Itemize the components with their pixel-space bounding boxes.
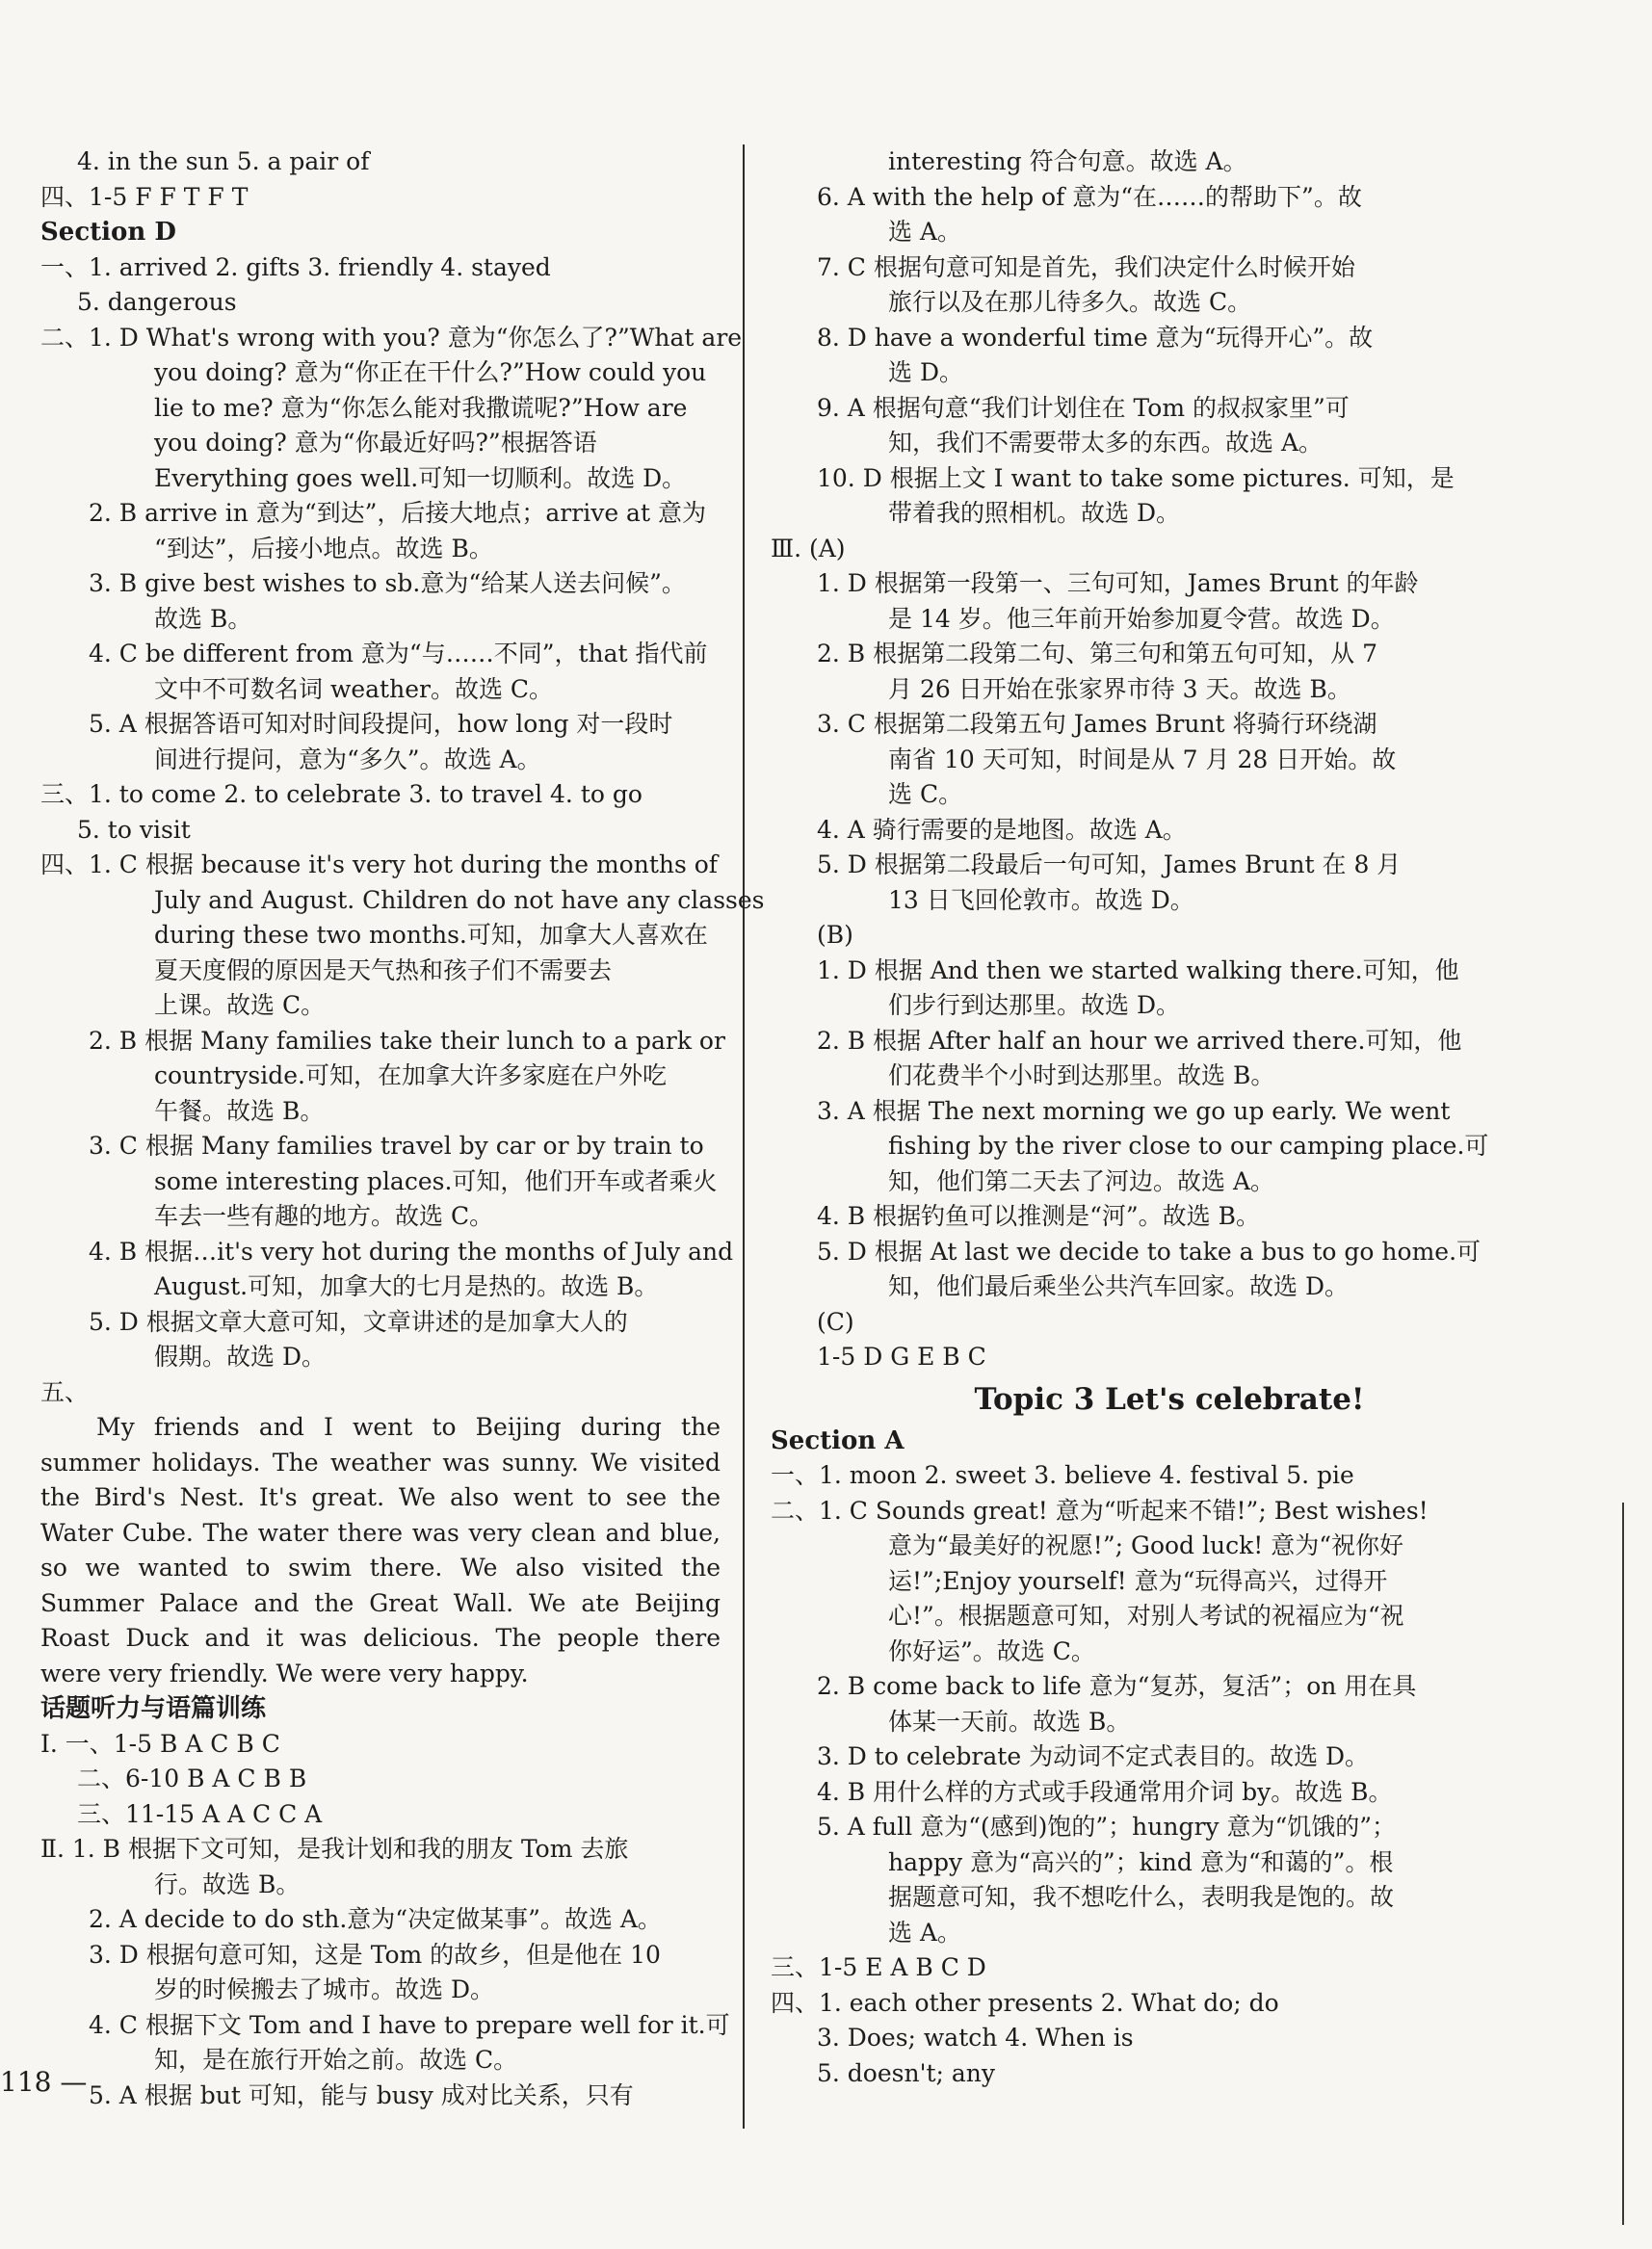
answer-line: you doing? 意为“你最近好吗?”根据答语 (154, 429, 597, 457)
answer-line: you doing? 意为“你正在干什么?”How could you (154, 358, 707, 386)
answer-line: Ⅱ. 1. B 根据下文可知，是我计划和我的朋友 Tom 去旅 (40, 1835, 629, 1863)
answer-line: 知，他们第二天去了河边。故选 A。 (888, 1166, 1275, 1195)
answer-line: Ⅲ. (A) (771, 534, 846, 562)
answer-line: 是 14 岁。他三年前开始参加夏令营。故选 D。 (888, 604, 1395, 633)
answer-line: 3. Does; watch 4. When is (817, 2024, 1134, 2052)
answer-line: 5. to visit (77, 815, 191, 844)
answer-line: 3. B give best wishes to sb.意为“给某人送去问候”。 (89, 569, 686, 597)
answer-line: 假期。故选 D。 (154, 1343, 326, 1371)
answer-line: Ⅰ. 一、1-5 B A C B C (40, 1729, 280, 1758)
answer-line: 5. doesn't; any (817, 2058, 995, 2087)
answer-line: fishing by the river close to our camping place.可 (888, 1132, 1489, 1160)
answer-line: 车去一些有趣的地方。故选 C。 (154, 1202, 494, 1230)
answer-line: 二、1. C Sounds great! 意为“听起来不错!”; Best wishes! (771, 1496, 1429, 1525)
answer-line: 4. in the sun 5. a pair of (77, 147, 370, 175)
writing-sample-paragraph: My friends and I went to Beijing during the summer holidays. The weather was sunny. We visited the Bird's Nest. It's great. We also went to see the Water Cube. The water there was very clean and blue, so we wanted to swim there. We also visited the Summer Palace and the Great Wall. We ate Beijing Roast Duck and it was delicious. The people there were very friendly. We were very happy. (40, 1413, 721, 1687)
answer-line: 间进行提问，意为“多久”。故选 A。 (154, 745, 541, 773)
answer-line: 8. D have a wonderful time 意为“玩得开心”。故 (817, 323, 1374, 352)
answer-line: 四、1-5 F F T F T (40, 182, 249, 211)
answer-line: 6. A with the help of 意为“在……的帮助下”。故 (817, 182, 1362, 211)
right-answer-lines-2 (771, 1424, 1453, 2092)
page-number: 118 — (0, 2066, 88, 2098)
answer-line: (C) (817, 1307, 854, 1336)
answer-line: 13 日飞回伦敦市。故选 D。 (888, 885, 1194, 914)
page-edge-line (1622, 1503, 1624, 2225)
answer-line: 二、6-10 B A C B B (77, 1765, 307, 1792)
answer-line: 3. C 根据第二段第五句 James Brunt 将骑行环绕湖 (817, 710, 1377, 738)
answer-line: 五、 (40, 1377, 90, 1406)
answer-line: lie to me? 意为“你怎么能对我撒谎呢?”How are (154, 393, 688, 422)
answer-line: 意为“最美好的祝愿!”; Good luck! 意为“祝你好 (888, 1531, 1404, 1559)
answer-line: 选 A。 (888, 1918, 962, 1947)
answer-line: 你好运”。故选 C。 (888, 1636, 1095, 1665)
answer-line: 选 D。 (888, 358, 963, 386)
answer-line: 5. A full 意为“(感到)饱的”；hungry 意为“饥饿的”； (817, 1813, 1397, 1841)
answer-line: Everything goes well.可知一切顺利。故选 D。 (154, 463, 687, 492)
answer-line: some interesting places.可知，他们开车或者乘火 (154, 1166, 718, 1195)
answer-line: 9. A 根据句意“我们计划住在 Tom 的叔叔家里”可 (817, 393, 1350, 422)
answer-line: 1-5 D G E B C (817, 1343, 986, 1371)
answer-line: 们花费半个小时到达那里。故选 B。 (888, 1061, 1275, 1089)
answer-line: 选 C。 (888, 780, 963, 808)
answer-line: August.可知，加拿大的七月是热的。故选 B。 (154, 1272, 659, 1300)
answer-line: 1. D 根据第一段第一、三句可知，James Brunt 的年龄 (817, 569, 1419, 597)
answer-line: Section A (771, 1425, 905, 1455)
answer-line: 故选 B。 (154, 604, 252, 633)
column-divider (743, 144, 745, 2129)
answer-line: 2. B come back to life 意为“复苏，复活”；on 用在具 (817, 1672, 1417, 1700)
answer-line: 10. D 根据上文 I want to take some pictures. 可知，是 (817, 463, 1455, 492)
answer-line: 三、1-5 E A B C D (771, 1953, 986, 1981)
answer-line: Section D (40, 218, 176, 247)
answer-line: 选 A。 (888, 218, 962, 246)
answer-line: 5. dangerous (77, 288, 237, 316)
answer-line: 三、1. to come 2. to celebrate 3. to travel 4. to go (40, 780, 642, 808)
answer-line: 4. C be different from 意为“与……不同”，that 指代前 (89, 640, 708, 667)
answer-line: happy 意为“高兴的”；kind 意为“和蔼的”。根 (888, 1847, 1394, 1876)
answer-line: July and August. Children do not have any classes (154, 885, 765, 914)
answer-line: 运!”;Enjoy yourself! 意为“玩得高兴，过得开 (888, 1566, 1388, 1595)
left-column (40, 144, 765, 2113)
answer-line: 知，他们最后乘坐公共汽车回家。故选 D。 (888, 1272, 1349, 1300)
answer-line: 4. B 根据…it's very hot during the months of July and (89, 1237, 734, 1266)
answer-line: 2. A decide to do sth.意为“决定做某事”。故选 A。 (89, 1905, 662, 1933)
answer-line: 旅行以及在那儿待多久。故选 C。 (888, 288, 1252, 316)
answer-line: 南省 10 天可知，时间是从 7 月 28 日开始。故 (888, 745, 1397, 773)
answer-line: 岁的时候搬去了城市。故选 D。 (154, 1975, 494, 2003)
answer-line: 2. B 根据 Many families take their lunch to a park or (89, 1026, 725, 1055)
answer-line: during these two months.可知，加拿大人喜欢在 (154, 921, 708, 949)
answer-line: 一、1. arrived 2. gifts 3. friendly 4. stayed (40, 252, 551, 281)
answer-line: 四、1. C 根据 because it's very hot during the months of (40, 850, 719, 878)
answer-line: 2. B 根据 After half an hour we arrived there.可知，他 (817, 1026, 1462, 1055)
answer-line: 三、11-15 A A C C A (77, 1799, 323, 1828)
answer-line: 夏天度假的原因是天气热和孩子们不需要去 (154, 955, 613, 984)
answer-line: countryside.可知，在加拿大许多家庭在户外吃 (154, 1061, 667, 1089)
answer-line: 3. C 根据 Many families travel by car or by train to (89, 1132, 704, 1160)
answer-line: 四、1. each other presents 2. What do; do (771, 1988, 1279, 2017)
answer-line: 3. A 根据 The next morning we go up early. We went (817, 1096, 1451, 1125)
answer-line: 4. B 根据钓鱼可以推测是“河”。故选 B。 (817, 1202, 1260, 1230)
answer-line: 7. C 根据句意可知是首先，我们决定什么时候开始 (817, 252, 1355, 281)
answer-line: 4. C 根据下文 Tom and I have to prepare well for it.可 (89, 2010, 730, 2039)
answer-line: 月 26 日开始在张家界市待 3 天。故选 B。 (888, 674, 1351, 703)
answer-line: 2. B 根据第二段第二句、第三句和第五句可知，从 7 (817, 640, 1377, 667)
answer-line: 4. B 用什么样的方式或手段通常用介词 by。故选 B。 (817, 1777, 1393, 1806)
answer-line: 文中不可数名词 weather。故选 C。 (154, 674, 554, 703)
answer-line: “到达”，后接小地点。故选 B。 (154, 534, 493, 562)
answer-line: (B) (817, 921, 853, 949)
answer-line: 5. D 根据 At last we decide to take a bus to go home.可 (817, 1237, 1482, 1266)
answer-line: 5. A 根据答语可知对时间段提问，how long 对一段时 (89, 710, 673, 738)
right-column (771, 144, 1489, 2091)
answer-line: 知，是在旅行开始之前。故选 C。 (154, 2046, 518, 2074)
left-answer-lines-2 (40, 1691, 730, 2113)
answer-line: 一、1. moon 2. sweet 3. believe 4. festival 5. pie (771, 1461, 1354, 1489)
answer-line: 4. A 骑行需要的是地图。故选 A。 (817, 815, 1187, 844)
answer-line: 3. D to celebrate 为动词不定式表目的。故选 D。 (817, 1742, 1370, 1770)
answer-line: 话题听力与语篇训练 (40, 1694, 267, 1723)
answer-line: 3. D 根据句意可知，这是 Tom 的故乡，但是他在 10 (89, 1940, 661, 1969)
answer-line: 行。故选 B。 (154, 1870, 301, 1898)
answer-line: 体某一天前。故选 B。 (888, 1707, 1131, 1736)
answer-line: 二、1. D What's wrong with you? 意为“你怎么了?”What are (40, 323, 743, 352)
answer-line: 心!”。根据题意可知，对别人考试的祝福应为“祝 (888, 1602, 1404, 1630)
answer-line: 5. D 根据第二段最后一句可知，James Brunt 在 8 月 (817, 850, 1402, 878)
answer-line: 5. D 根据文章大意可知，文章讲述的是加拿大人的 (89, 1307, 628, 1336)
answer-line: 带着我的照相机。故选 D。 (888, 499, 1180, 527)
answer-line: 们步行到达那里。故选 D。 (888, 991, 1180, 1019)
topic-title: Topic 3 Let's celebrate! (974, 1381, 1365, 1417)
answer-line: 2. B arrive in 意为“到达”，后接大地点；arrive at 意为 (89, 499, 706, 527)
right-answer-lines (771, 144, 1489, 1375)
answer-line: interesting 符合句意。故选 A。 (888, 147, 1247, 175)
answer-line: 1. D 根据 And then we started walking there.可知，他 (817, 955, 1459, 984)
answer-line: 上课。故选 C。 (154, 991, 326, 1019)
answer-line: 据题意可知，我不想吃什么，表明我是饱的。故 (888, 1883, 1395, 1911)
answer-line: 知，我们不需要带太多的东西。故选 A。 (888, 429, 1324, 457)
left-answer-lines (40, 144, 765, 1410)
answer-line: 午餐。故选 B。 (154, 1096, 325, 1125)
answer-line: 5. A 根据 but 可知，能与 busy 成对比关系，只有 (89, 2080, 634, 2109)
